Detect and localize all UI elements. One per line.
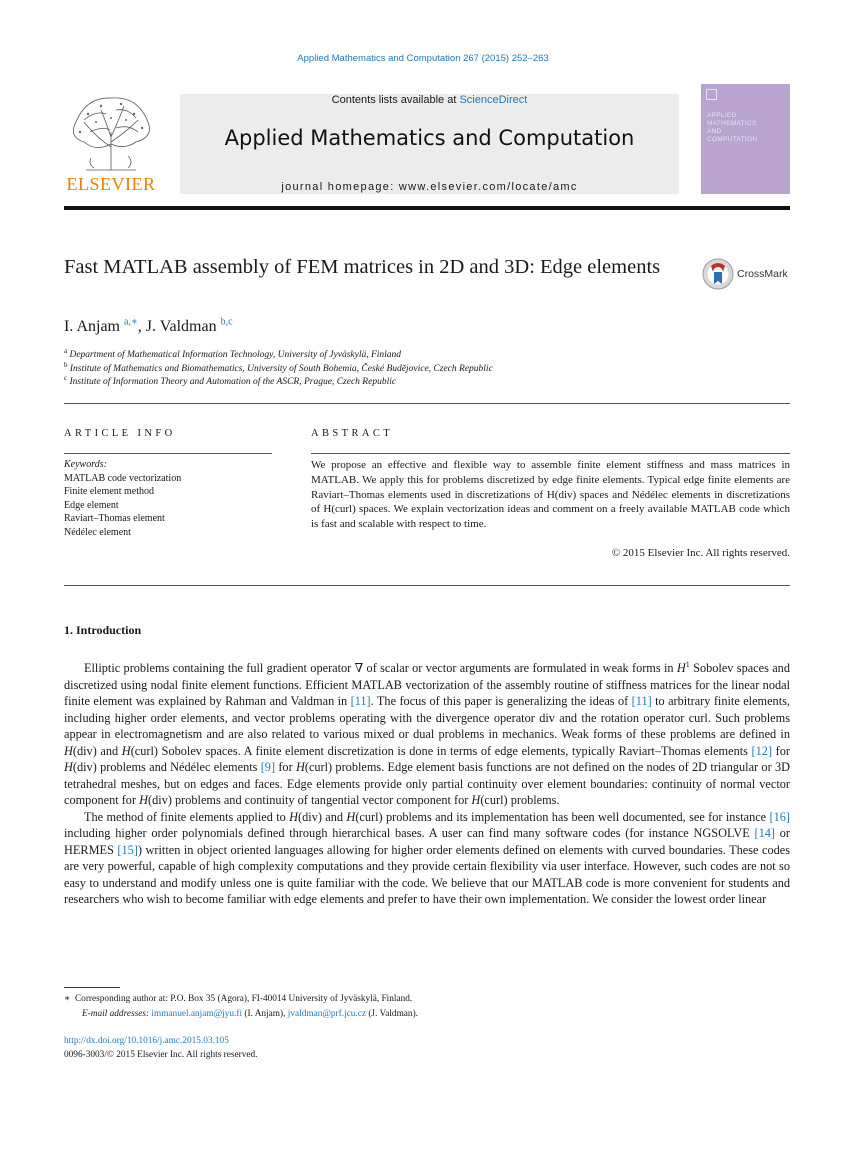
keywords-block (64, 458, 181, 539)
cover-logo-icon (706, 89, 717, 100)
keyword: Edge element (64, 499, 119, 511)
divider (64, 403, 790, 404)
email-link[interactable]: immanuel.anjam@jyu.fi (151, 1008, 243, 1019)
text-run: problems and its implementation has been well documented, see for instance (382, 809, 770, 824)
text-run: problems and continuity of tangential vector component for (171, 793, 472, 808)
journal-title: Applied Mathematics and Computation (224, 126, 635, 150)
abstract-heading: ABSTRACT (311, 428, 394, 439)
math-symbol: H (139, 793, 149, 808)
author-affiliation-marks[interactable]: a,∗ (124, 316, 138, 328)
text-run: Sobolev spaces and discretized using nodal finite element functions. Efficient MATLAB vectorization of the assembly routine of stiffness matrices for the linear nodal finite element was explained by Rahman and Valdman in (64, 661, 790, 709)
crossmark-label: CrossMark (737, 268, 788, 280)
text-run: problems and Nédélec elements (96, 760, 261, 775)
math-symbol: H (471, 793, 481, 808)
affiliation (64, 360, 493, 377)
affiliations (64, 346, 493, 390)
citation-link[interactable]: [11] (350, 694, 371, 709)
math-symbol: H (121, 743, 131, 758)
math-symbol: H (64, 760, 73, 775)
email-label: E-mail addresses: (82, 1008, 152, 1019)
author-separator: , (137, 318, 146, 335)
citation-link[interactable]: [12] (751, 743, 773, 758)
math-operator: (curl) (355, 809, 383, 824)
footnotes (64, 992, 418, 1021)
article-info-heading: ARTICLE INFO (64, 428, 176, 439)
math-symbol: H (676, 661, 686, 676)
math-operator: (div) (298, 809, 322, 824)
crossmark-icon (702, 258, 734, 290)
email-note (64, 1007, 418, 1022)
abstract-rule (311, 453, 790, 454)
affiliation (64, 373, 493, 390)
math-symbol: H (346, 809, 356, 824)
affiliation (64, 346, 493, 363)
email-owner: (I. Anjam), (242, 1008, 288, 1019)
affiliation-text: Institute of Mathematics and Biomathematics, University of South Bohemia, České Budějovice, Czech Republic (69, 363, 493, 374)
keywords-label: Keywords: (64, 459, 107, 470)
contents-prefix: Contents lists available at (331, 94, 460, 106)
cover-line: COMPUTATION (707, 136, 758, 143)
math-symbol: H (64, 743, 73, 758)
sciencedirect-link[interactable]: ScienceDirect (459, 94, 528, 106)
divider (64, 585, 790, 586)
abstract-copyright: © 2015 Elsevier Inc. All rights reserved. (611, 547, 790, 559)
article-title: Fast MATLAB assembly of FEM matrices in 2D and 3D: Edge elements (64, 256, 661, 278)
journal-homepage[interactable]: journal homepage: www.elsevier.com/locate/amc (281, 181, 578, 193)
journal-masthead (180, 94, 679, 194)
math-operator: (curl) (130, 743, 158, 758)
text-run: and (321, 809, 347, 824)
affiliation-mark: a (64, 346, 68, 355)
text-run: . The focus of this paper is generalizing the ideas of (370, 694, 632, 709)
masthead-rule (64, 206, 790, 210)
text-run: problems. (507, 793, 560, 808)
keyword: Raviart–Thomas element (64, 513, 165, 524)
publisher-name: ELSEVIER (66, 174, 156, 194)
keyword: Finite element method (64, 486, 154, 497)
math-operator: (curl) (304, 760, 333, 775)
keyword: Nédélec element (64, 526, 131, 538)
text-run: problems. Edge element basis functions are not defined on the nodes of 2D triangular or 3D tetrahedral meshes, but on edges and faces. Edge elements provide only partial continuity over element boundaries: continuity of normal vector component for (64, 760, 790, 808)
citation-link[interactable]: [11] (631, 694, 652, 709)
math-superscript: 1 (685, 660, 690, 669)
citation-link[interactable]: [9] (260, 760, 276, 775)
math-symbol: H (295, 760, 305, 775)
cover-line: AND (707, 128, 722, 135)
text-run: for (275, 760, 296, 775)
citation-link[interactable]: [14] (754, 826, 775, 841)
elsevier-logo (64, 92, 158, 196)
elsevier-tree-icon (66, 92, 156, 172)
article-info-rule (64, 453, 272, 454)
keyword: MATLAB code vectorization (64, 472, 182, 484)
math-operator: (curl) (480, 793, 508, 808)
math-operator: (div) (72, 743, 97, 758)
text-run: to arbitrary finite elements, including higher order elements, and vector problems operating with the divergence operator div and the rotation operator curl. Such problems appear in electromagnetism and are also related to various mixed or dual problems in mechanics. Weak forms of these problems are defined in (64, 694, 790, 742)
text-run: and (96, 743, 122, 758)
author-name: J. Valdman (145, 318, 217, 335)
section-heading: 1. Introduction (64, 623, 142, 637)
paragraph (64, 657, 790, 809)
affiliation-text: Department of Mathematical Information Technology, University of Jyväskylä, Finland (69, 350, 402, 360)
contents-line (180, 94, 679, 106)
affiliation-mark: c (64, 373, 68, 382)
email-owner: (J. Valdman). (366, 1008, 419, 1019)
journal-cover (701, 84, 790, 194)
running-header[interactable]: Applied Mathematics and Computation 267 (2015) 252–263 (297, 53, 549, 64)
abstract-text: We propose an effective and flexible way to assemble finite element stiffness and mass matrices in MATLAB. We apply this for problems discretized by edge finite elements. Typical edge finite elements are Raviart–Thomas elements used in discretizations of H(div) spaces and Nédélec elements in discretizations of H(curl) spaces. We explain vectorization ideas and comment on a freely available MATLAB code which is fast and scalable with respect to time. (311, 459, 790, 531)
page-footer (64, 1034, 257, 1062)
math-operator: (div) (72, 760, 97, 775)
author-name: I. Anjam (64, 318, 120, 335)
paragraph (64, 809, 790, 908)
cover-title (707, 112, 757, 144)
text-run: or HERMES (64, 826, 790, 857)
doi-link[interactable]: http://dx.doi.org/10.1016/j.amc.2015.03.105 (64, 1036, 229, 1046)
affiliation-text: Institute of Information Theory and Automation of the ASCR, Prague, Czech Republic (69, 377, 397, 387)
math-symbol: H (289, 809, 299, 824)
citation-link[interactable]: [15] (117, 842, 138, 857)
crossmark-badge[interactable] (702, 258, 792, 290)
cover-line: APPLIED (707, 112, 737, 119)
text-run: Elliptic problems containing the full gradient operator ∇ of scalar or vector arguments are formulated in weak forms in (84, 661, 677, 676)
corresponding-author-note (64, 992, 418, 1007)
text-run: Sobolev spaces. A finite element discretization is done in terms of edge elements, typically Raviart–Thomas elements (158, 743, 752, 758)
text-run: ) written in object oriented languages allowing for higher order elements defined on elements with curved boundaries. These codes are very powerful, capable of high complexity computations and they provide certain flexibility via user interface. However, such codes are not so easy to understand and modify unless one is quite familiar with the code. We believe that our MATLAB code is more convenient for students and researchers who wish to become familiar with edge elements and prefer to have their own implementation. We consider the lowest order linear (64, 842, 790, 907)
cover-line: MATHEMATICS (707, 120, 757, 127)
introduction-body (64, 657, 790, 908)
author-list (64, 318, 233, 336)
text-run: The method of finite elements applied to (84, 809, 290, 824)
citation-link[interactable]: [16] (769, 809, 790, 824)
issn-line: 0096-3003/© 2015 Elsevier Inc. All rights reserved. (64, 1050, 258, 1060)
footnote-rule (64, 987, 120, 988)
text-run: for (772, 743, 791, 758)
affiliation-mark: b (64, 360, 68, 369)
email-link[interactable]: jvaldman@prf.jcu.cz (287, 1008, 367, 1019)
author-affiliation-marks[interactable]: b,c (220, 316, 233, 328)
math-operator: (div) (148, 793, 172, 808)
text-run: including higher order polynomials defined through hierarchical bases. A user can find many software codes (for instance NGSOLVE (64, 826, 755, 841)
corresponding-author-text: Corresponding author at: P.O. Box 35 (Agora), FI-40014 University of Jyväskylä, Finland. (74, 994, 413, 1004)
footnote-mark: ∗ (64, 994, 71, 1004)
